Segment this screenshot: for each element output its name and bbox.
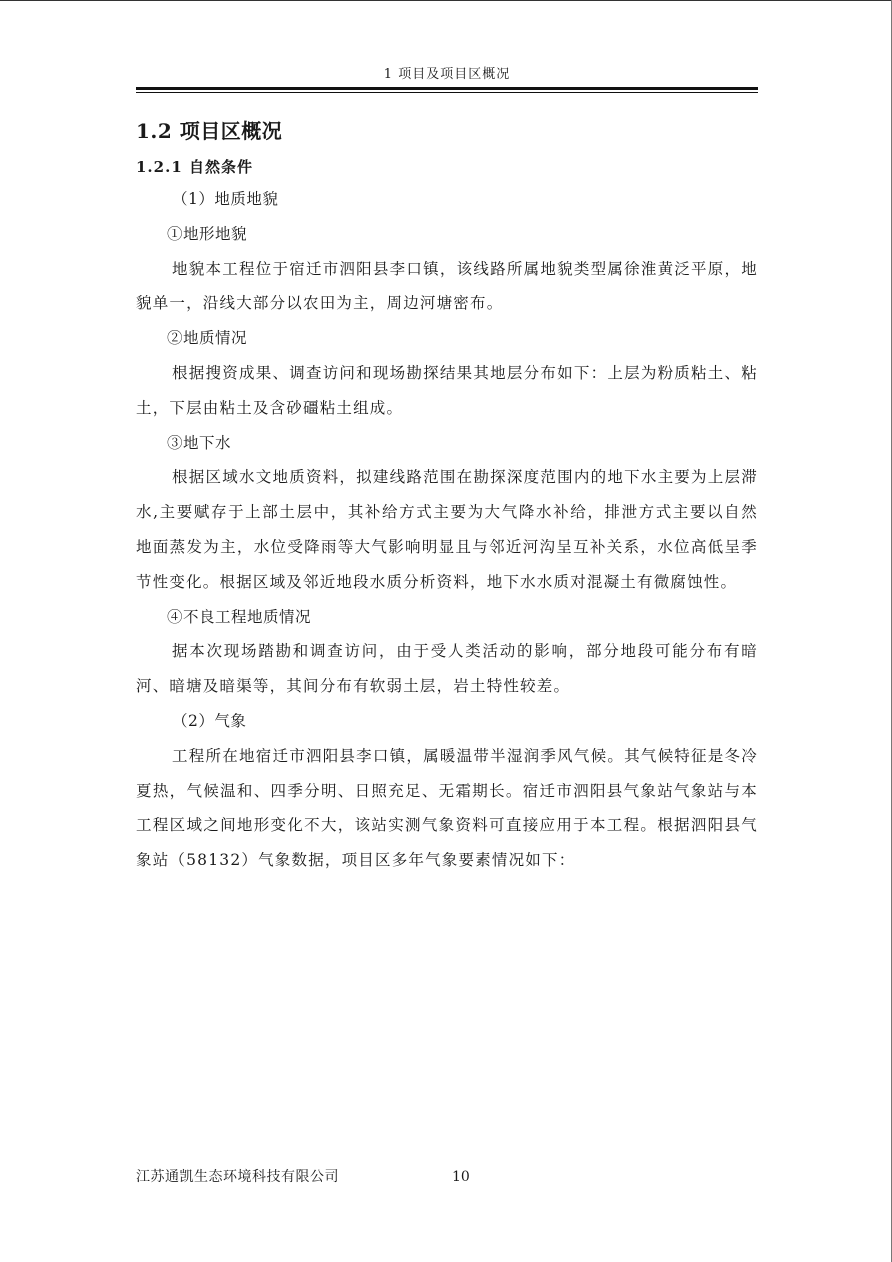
- groundwater-heading: ③地下水: [167, 433, 232, 452]
- groundwater-paragraph: 根据区域水文地质资料，拟建线路范围在勘探深度范围内的地下水主要为上层滞水,主要赋存于上部土层中，其补给方式主要为大气降水补给，排泄方式主要以自然地面蒸发为主，水位受降雨等大气影响明显且与邻近河沟呈互补关系，水位高低呈季节性变化。根据区域及邻近地段水质分析资料，地下水水质对混凝土有微腐蚀性。: [136, 468, 758, 591]
- landform-heading: ①地形地貌: [167, 224, 248, 243]
- adverse-geology-paragraph: 据本次现场踏勘和调查访问，由于受人类活动的影响，部分地段可能分布有暗河、暗塘及暗渠等，其间分布有软弱土层，岩土特性较差。: [136, 642, 758, 696]
- geology-heading: （1）地质地貌: [172, 190, 279, 208]
- climate-heading: （2）气象: [172, 711, 247, 730]
- running-header: 1 项目及项目区概况: [383, 67, 511, 82]
- climate-paragraph: 工程所在地宿迁市泗阳县李口镇，属暖温带半湿润季风气候。其气候特征是冬冷夏热，气候温和、四季分明、日照充足、无霜期长。宿迁市泗阳县气象站气象站与本工程区域之间地形变化不大，该站实测气象资料可直接应用于本工程。根据泗阳县气象站（58132）气象数据，项目区多年气象要素情况如下：: [136, 746, 758, 870]
- header-rule-thick: [136, 87, 758, 90]
- footer-page-number: 10: [452, 1169, 470, 1185]
- page-content: [136, 114, 758, 878]
- header-rule-thin: [136, 92, 758, 93]
- adverse-geology-heading: ④不良工程地质情况: [167, 607, 312, 626]
- landform-paragraph: 地貌本工程位于宿迁市泗阳县李口镇，该线路所属地貌类型属徐淮黄泛平原，地貌单一，沿线大部分以农田为主，周边河塘密布。: [136, 259, 758, 313]
- section-title: 1.2 项目区概况: [136, 119, 283, 143]
- geology-status-heading: ②地质情况: [167, 329, 248, 348]
- footer-company: 江苏通凯生态环境科技有限公司: [136, 1169, 339, 1185]
- page-border-top: [0, 0, 892, 1]
- subsection-title: 1.2.1 自然条件: [136, 158, 253, 176]
- geology-status-paragraph: 根据搜资成果、调查访问和现场勘探结果其地层分布如下：上层为粉质粘土、粘土，下层由粘土及含砂礓粘土组成。: [136, 363, 758, 417]
